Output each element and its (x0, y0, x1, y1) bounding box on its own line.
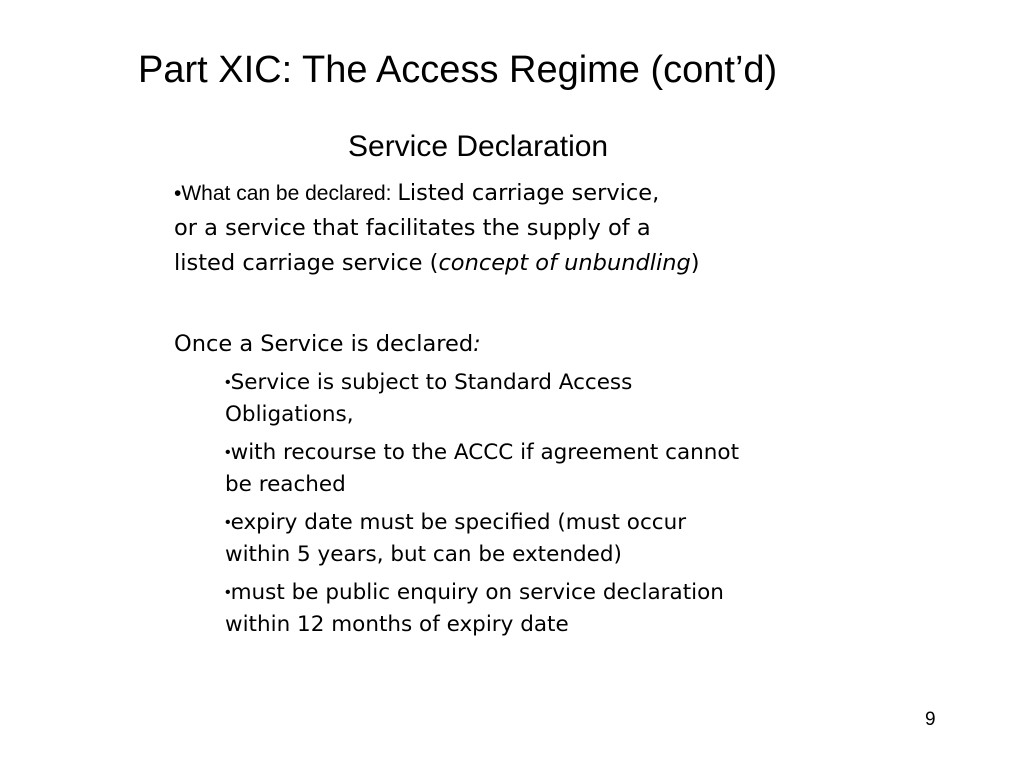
sub-bullet-line-1 (225, 578, 875, 610)
sub-bullet-line-1 (225, 438, 875, 470)
slide-title: Part XIC: The Access Regime (cont’d) (138, 49, 778, 91)
once-declared-colon: : (473, 331, 481, 357)
sub-bullet-list (225, 368, 875, 648)
bullet-marker: • (225, 374, 231, 391)
page-number: 9 (925, 709, 936, 730)
sub-bullet-line-2: be reached (225, 472, 346, 497)
main-bullet-line3-italic: concept of unbundling (438, 250, 691, 276)
sub-bullet-text-1: Service is subject to Standard Access (230, 370, 633, 395)
sub-bullet-line-2: within 5 years, but can be extended) (225, 542, 622, 567)
list-item (225, 508, 875, 570)
main-bullet-line3-post: ) (690, 250, 700, 276)
bullet-marker: • (225, 444, 231, 461)
sub-bullet-line-1 (225, 508, 875, 540)
main-bullet-line-1 (174, 176, 854, 211)
main-bullet-line1-rest: Listed carriage service, (397, 180, 660, 206)
sub-bullet-line-2: Obligations, (225, 402, 354, 427)
once-declared-heading (174, 327, 481, 362)
list-item (225, 578, 875, 640)
main-bullet-lead: What can be declared: (181, 182, 398, 205)
sub-bullet-line-1 (225, 368, 875, 400)
slide-subtitle: Service Declaration (348, 130, 609, 163)
list-item (225, 438, 875, 500)
once-declared-text: Once a Service is declared (174, 331, 474, 357)
main-bullet-marker: • (174, 182, 182, 205)
sub-bullet-text-1: must be public enquiry on service declaration (230, 580, 724, 605)
main-bullet-paragraph (174, 176, 854, 281)
main-bullet-line3-pre: listed carriage service ( (174, 250, 439, 276)
bullet-marker: • (225, 514, 231, 531)
sub-bullet-text-1: expiry date must be specified (must occur (230, 510, 687, 535)
main-bullet-line-3 (174, 246, 854, 281)
sub-bullet-text-1: with recourse to the ACCC if agreement cannot (230, 440, 740, 465)
main-bullet-line-2: or a service that facilitates the supply of a (174, 215, 651, 241)
sub-bullet-line-2: within 12 months of expiry date (225, 612, 569, 637)
bullet-marker: • (225, 584, 231, 601)
list-item (225, 368, 875, 430)
